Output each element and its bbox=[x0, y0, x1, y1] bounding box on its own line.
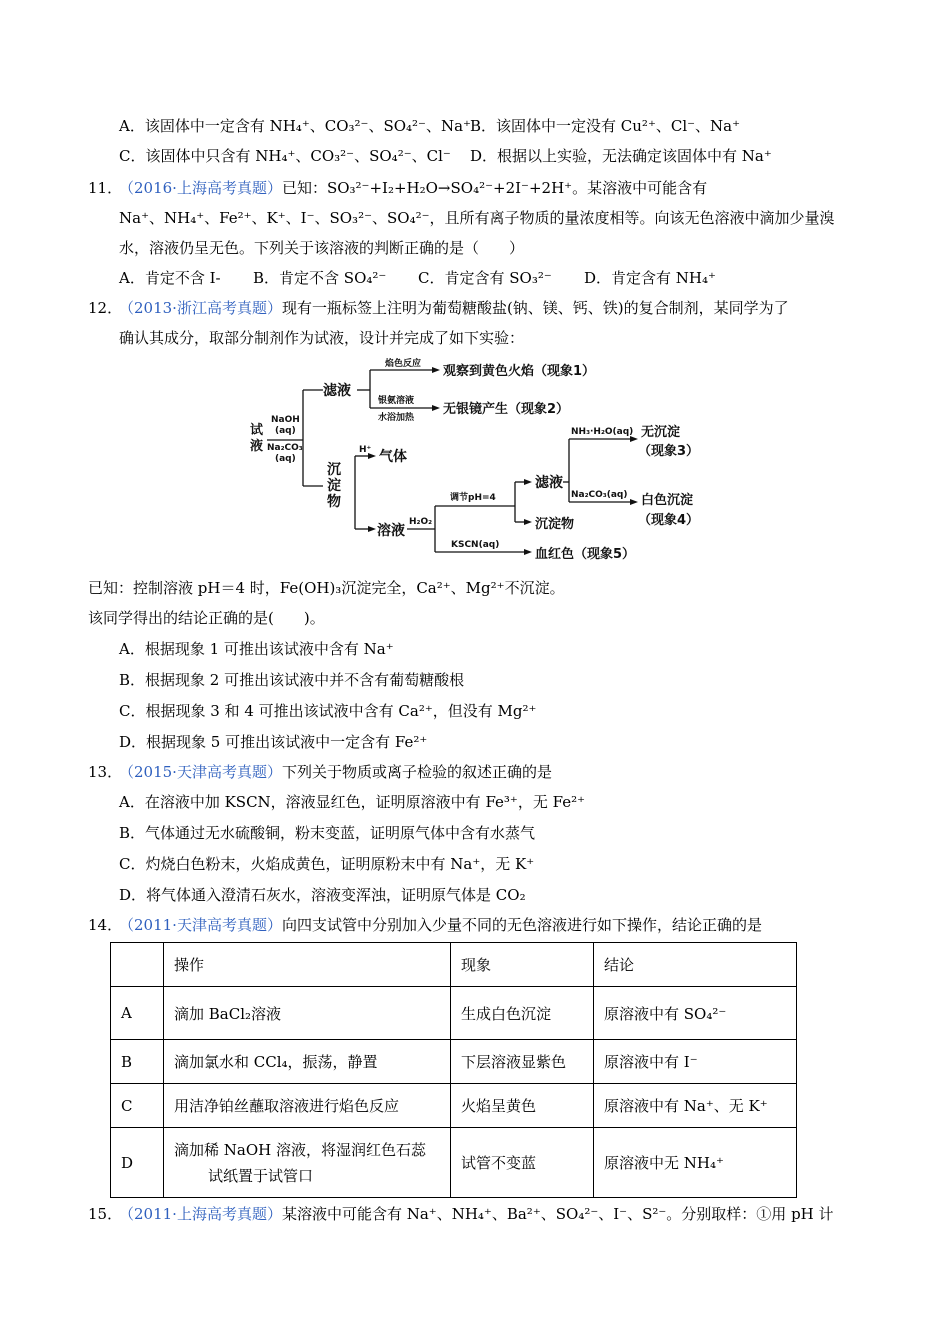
diagram-precip2: 沉淀物 bbox=[535, 517, 575, 532]
q13-option-c: C．灼烧白色粉末，火焰成黄色，证明原粉末中有 Na⁺，无 K⁺ bbox=[119, 855, 535, 873]
diagram-solution: 溶液 bbox=[377, 523, 405, 539]
diagram-sample-2: 液 bbox=[250, 439, 264, 454]
q11-option-c: C．肯定含有 SO₃²⁻ bbox=[418, 269, 552, 287]
q14-number: 14． bbox=[88, 916, 123, 934]
q15-line1 bbox=[119, 1204, 834, 1224]
table-cell: A bbox=[111, 987, 164, 1040]
diagram-filtrate: 滤液 bbox=[323, 383, 351, 399]
q11-line1 bbox=[119, 178, 707, 198]
q12-option-c: C．根据现象 3 和 4 可推出该试液中含有 Ca²⁺，但没有 Mg²⁺ bbox=[119, 702, 537, 720]
diagram-hplus: H⁺ bbox=[359, 445, 372, 455]
table-header-cell bbox=[111, 943, 164, 987]
q11-line2: Na⁺、NH₄⁺、Fe²⁺、K⁺、I⁻、SO₃²⁻、SO₄²⁻，且所有离子物质的量浓度相等。向该无色溶液中滴加少量溴 bbox=[119, 209, 835, 227]
q12-line1 bbox=[119, 298, 789, 318]
table-row bbox=[111, 987, 797, 1040]
table-cell: 原溶液中有 SO₄²⁻ bbox=[594, 987, 797, 1040]
q12-known: 已知：控制溶液 pH＝4 时，Fe(OH)₃沉淀完全，Ca²⁺、Mg²⁺不沉淀。 bbox=[88, 579, 565, 597]
diagram-phenom3: （现象3） bbox=[638, 444, 700, 459]
q15-number: 15． bbox=[88, 1205, 123, 1223]
table-cell bbox=[164, 1128, 451, 1198]
q11-source: （2016·上海高考真题） bbox=[119, 179, 282, 197]
table-header-cell: 结论 bbox=[594, 943, 797, 987]
diagram-phenom2: 无银镜产生（现象2） bbox=[443, 402, 570, 417]
diagram-precip-2: 淀 bbox=[327, 478, 341, 494]
table-cell: 原溶液中有 I⁻ bbox=[594, 1040, 797, 1084]
table-cell-line: 滴加稀 NaOH 溶液，将湿润红色石蕊 bbox=[174, 1140, 426, 1159]
q11-option-b: B．肯定不含 SO₄²⁻ bbox=[253, 269, 387, 287]
table-cell: 原溶液中有 Na⁺、无 K⁺ bbox=[594, 1084, 797, 1128]
table-row bbox=[111, 1040, 797, 1084]
table-cell: 下层溶液显紫色 bbox=[451, 1040, 594, 1084]
table-header-cell: 现象 bbox=[451, 943, 594, 987]
q10-option-a: A．该固体中一定含有 NH₄⁺、CO₃²⁻、SO₄²⁻、Na⁺ bbox=[119, 117, 471, 135]
diagram-h2o2: H₂O₂ bbox=[409, 517, 433, 527]
q15-stem: 某溶液中可能含有 Na⁺、NH₄⁺、Ba²⁺、SO₄²⁻、I⁻、S²⁻。分别取样：①用 pH 计 bbox=[281, 1205, 834, 1223]
table-cell: B bbox=[111, 1040, 164, 1084]
table-header-row bbox=[111, 943, 797, 987]
diagram-filtrate2: 滤液 bbox=[535, 475, 563, 491]
experiment-flow-diagram bbox=[245, 356, 705, 568]
q12-line2: 确认其成分，取部分制剂作为试液，设计并完成了如下实验： bbox=[119, 329, 525, 347]
diagram-precip-1: 沉 bbox=[327, 462, 341, 478]
diagram-flame-test: 焰色反应 bbox=[385, 359, 422, 369]
diagram-gas: 气体 bbox=[379, 449, 407, 465]
q14-line1 bbox=[119, 915, 762, 935]
q10-option-c: C．该固体中只含有 NH₄⁺、CO₃²⁻、SO₄²⁻、Cl⁻ bbox=[119, 147, 451, 165]
diagram-na2co3: Na₂CO₃ bbox=[267, 443, 303, 453]
diagram-phenom4: （现象4） bbox=[638, 513, 700, 528]
q11-number: 11． bbox=[88, 179, 123, 197]
diagram-no-precip: 无沉淀 bbox=[641, 425, 681, 440]
q10-option-d: D．根据以上实验，无法确定该固体中有 Na⁺ bbox=[470, 147, 772, 165]
q12-option-a: A．根据现象 1 可推出该试液中含有 Na⁺ bbox=[119, 640, 394, 658]
diagram-white-precip: 白色沉淀 bbox=[641, 493, 694, 508]
q12-option-b: B．根据现象 2 可推出该试液中并不含有葡萄糖酸根 bbox=[119, 671, 465, 689]
diagram-na2co3-2: Na₂CO₃(aq) bbox=[571, 490, 628, 500]
q11-line3: 水，溶液仍呈无色。下列关于该溶液的判断正确的是（ ） bbox=[119, 239, 525, 257]
diagram-kscn: KSCN(aq) bbox=[451, 540, 500, 550]
diagram-silver-ammonia: 银氨溶液 bbox=[378, 396, 415, 406]
q13-option-b: B．气体通过无水硫酸铜，粉末变蓝，证明原气体中含有水蒸气 bbox=[119, 824, 536, 842]
q12-number: 12． bbox=[88, 299, 123, 317]
q12-ask: 该同学得出的结论正确的是( )。 bbox=[88, 609, 325, 627]
diagram-precip-3: 物 bbox=[327, 494, 341, 510]
q12-stem1: 现有一瓶标签上注明为葡萄糖酸盐(钠、镁、钙、铁)的复合制剂，某同学为了 bbox=[281, 299, 789, 317]
q13-stem: 下列关于物质或离子检验的叙述正确的是 bbox=[281, 763, 552, 781]
table-cell: 原溶液中无 NH₄⁺ bbox=[594, 1128, 797, 1198]
q13-option-d: D．将气体通入澄清石灰水，溶液变浑浊，证明原气体是 CO₂ bbox=[119, 886, 526, 904]
q14-stem: 向四支试管中分别加入少量不同的无色溶液进行如下操作，结论正确的是 bbox=[281, 916, 762, 934]
diagram-water-bath: 水浴加热 bbox=[378, 413, 415, 423]
q14-source: （2011·天津高考真题） bbox=[119, 916, 282, 934]
diagram-naoh: NaOH bbox=[271, 415, 300, 425]
diagram-blood-red: 血红色（现象5） bbox=[535, 547, 636, 562]
q14-table bbox=[110, 942, 797, 1198]
diagram-naoh-aq: (aq) bbox=[275, 426, 296, 436]
table-cell: 试管不变蓝 bbox=[451, 1128, 594, 1198]
q13-line1 bbox=[119, 762, 552, 782]
table-cell: 滴加氯水和 CCl₄，振荡，静置 bbox=[164, 1040, 451, 1084]
table-row bbox=[111, 1128, 797, 1198]
diagram-sample-1: 试 bbox=[250, 423, 264, 438]
q10-option-b: B．该固体中一定没有 Cu²⁺、Cl⁻、Na⁺ bbox=[470, 117, 741, 135]
table-cell: 生成白色沉淀 bbox=[451, 987, 594, 1040]
diagram-na2co3-aq: (aq) bbox=[275, 454, 296, 464]
q12-option-d: D．根据现象 5 可推出该试液中一定含有 Fe²⁺ bbox=[119, 733, 428, 751]
q12-source: （2013·浙江高考真题） bbox=[119, 299, 282, 317]
table-cell: D bbox=[111, 1128, 164, 1198]
q11-option-d: D．肯定含有 NH₄⁺ bbox=[584, 269, 716, 287]
table-cell: 火焰呈黄色 bbox=[451, 1084, 594, 1128]
diagram-nh3: NH₃·H₂O(aq) bbox=[571, 427, 634, 437]
table-cell: 滴加 BaCl₂溶液 bbox=[164, 987, 451, 1040]
diagram-adjust-ph: 调节pH=4 bbox=[450, 493, 496, 503]
table-cell-line: 试纸置于试管口 bbox=[208, 1166, 314, 1185]
q13-source: （2015·天津高考真题） bbox=[119, 763, 282, 781]
q11-stem1: 已知：SO₃²⁻+I₂+H₂O→SO₄²⁻+2I⁻+2H⁺。某溶液中可能含有 bbox=[281, 179, 708, 197]
diagram-phenom1: 观察到黄色火焰（现象1） bbox=[443, 364, 596, 379]
q15-source: （2011·上海高考真题） bbox=[119, 1205, 282, 1223]
q13-number: 13． bbox=[88, 763, 123, 781]
q13-option-a: A．在溶液中加 KSCN，溶液显红色，证明原溶液中有 Fe³⁺，无 Fe²⁺ bbox=[119, 793, 586, 811]
table-header-cell: 操作 bbox=[164, 943, 451, 987]
table-cell: C bbox=[111, 1084, 164, 1128]
table-row bbox=[111, 1084, 797, 1128]
q11-option-a: A．肯定不含 I- bbox=[119, 269, 221, 287]
table-cell: 用洁净铂丝蘸取溶液进行焰色反应 bbox=[164, 1084, 451, 1128]
